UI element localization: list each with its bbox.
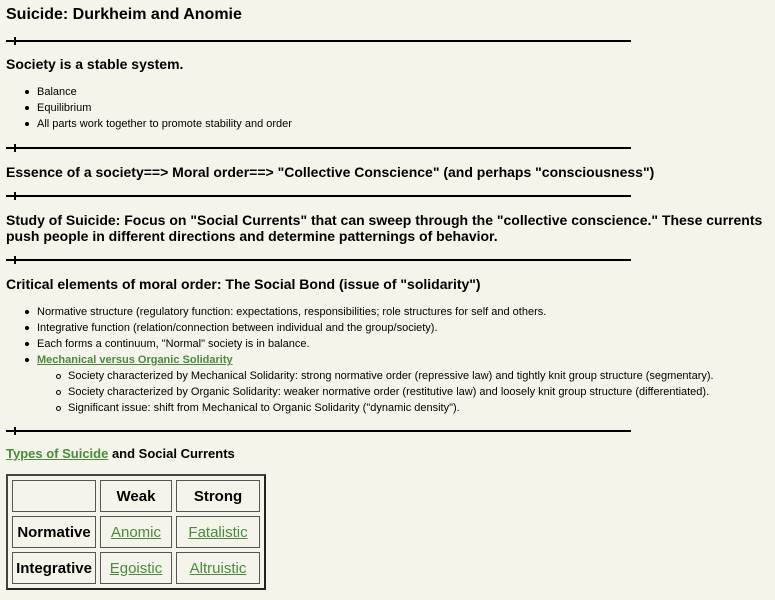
horizontal-rule [6,195,631,197]
section-heading-moral-order: Critical elements of moral order: The Social Bond (issue of "solidarity") [6,276,481,292]
table-cell-empty [12,480,96,512]
list-item: Each forms a continuum, "Normal" society is in balance. [6,336,714,352]
rule-tick [14,37,16,45]
horizontal-rule [6,147,631,149]
table-cell [100,516,172,548]
sub-list-item: Significant issue: shift from Mechanical to Organic Solidarity ("dynamic density"). [6,400,714,416]
horizontal-rule [6,40,631,42]
table-row [12,516,260,548]
types-of-suicide-heading [6,446,235,461]
sub-list-item: Society characterized by Mechanical Solidarity: strong normative order (repressive law) and tightly knit group structure (segmentary). [6,368,714,384]
stable-system-list [6,84,292,132]
list-item: All parts work together to promote stability and order [6,116,292,132]
column-header-strong: Strong [176,480,260,512]
section-heading-study-of-suicide: Study of Suicide: Focus on "Social Currents" that can sweep through the "collective conscience." These currents push people in different directions and determine patternings of behavior. [6,212,763,244]
table-cell [176,516,260,548]
list-item [6,352,714,368]
horizontal-rule [6,259,631,261]
horizontal-rule [6,430,631,432]
section-heading-essence: Essence of a society==> Moral order==> "Collective Conscience" (and perhaps "consciousness") [6,164,655,180]
column-header-weak: Weak [100,480,172,512]
rule-tick [14,192,16,200]
list-item: Normative structure (regulatory function: expectations, responsibilities; role structures for self and others. [6,304,714,320]
rule-tick [14,427,16,435]
row-header-normative: Normative [12,516,96,548]
table-cell [176,552,260,584]
list-item: Equilibrium [6,100,292,116]
types-of-suicide-link[interactable]: Types of Suicide [6,446,109,461]
fatalistic-link[interactable]: Fatalistic [188,523,248,541]
rule-tick [14,144,16,152]
sub-list-item: Society characterized by Organic Solidarity: weaker normative order (restitutive law) and loosely knit group structure (differentiated). [6,384,714,400]
solidarity-link[interactable]: Mechanical versus Organic Solidarity [37,354,233,366]
egoistic-link[interactable]: Egoistic [109,559,163,577]
table-row [12,552,260,584]
suicide-types-table [6,474,266,590]
list-item: Balance [6,84,292,100]
anomic-link[interactable]: Anomic [110,523,162,541]
altruistic-link[interactable]: Altruistic [189,559,247,577]
table-cell [100,552,172,584]
table-row [12,480,260,512]
rule-tick [14,256,16,264]
types-heading-rest: and Social Currents [108,446,235,461]
moral-order-list [6,304,714,416]
row-header-integrative: Integrative [12,552,96,584]
section-heading-stable-system: Society is a stable system. [6,56,184,72]
list-item: Integrative function (relation/connection between individual and the group/society). [6,320,714,336]
page-title: Suicide: Durkheim and Anomie [6,6,242,23]
